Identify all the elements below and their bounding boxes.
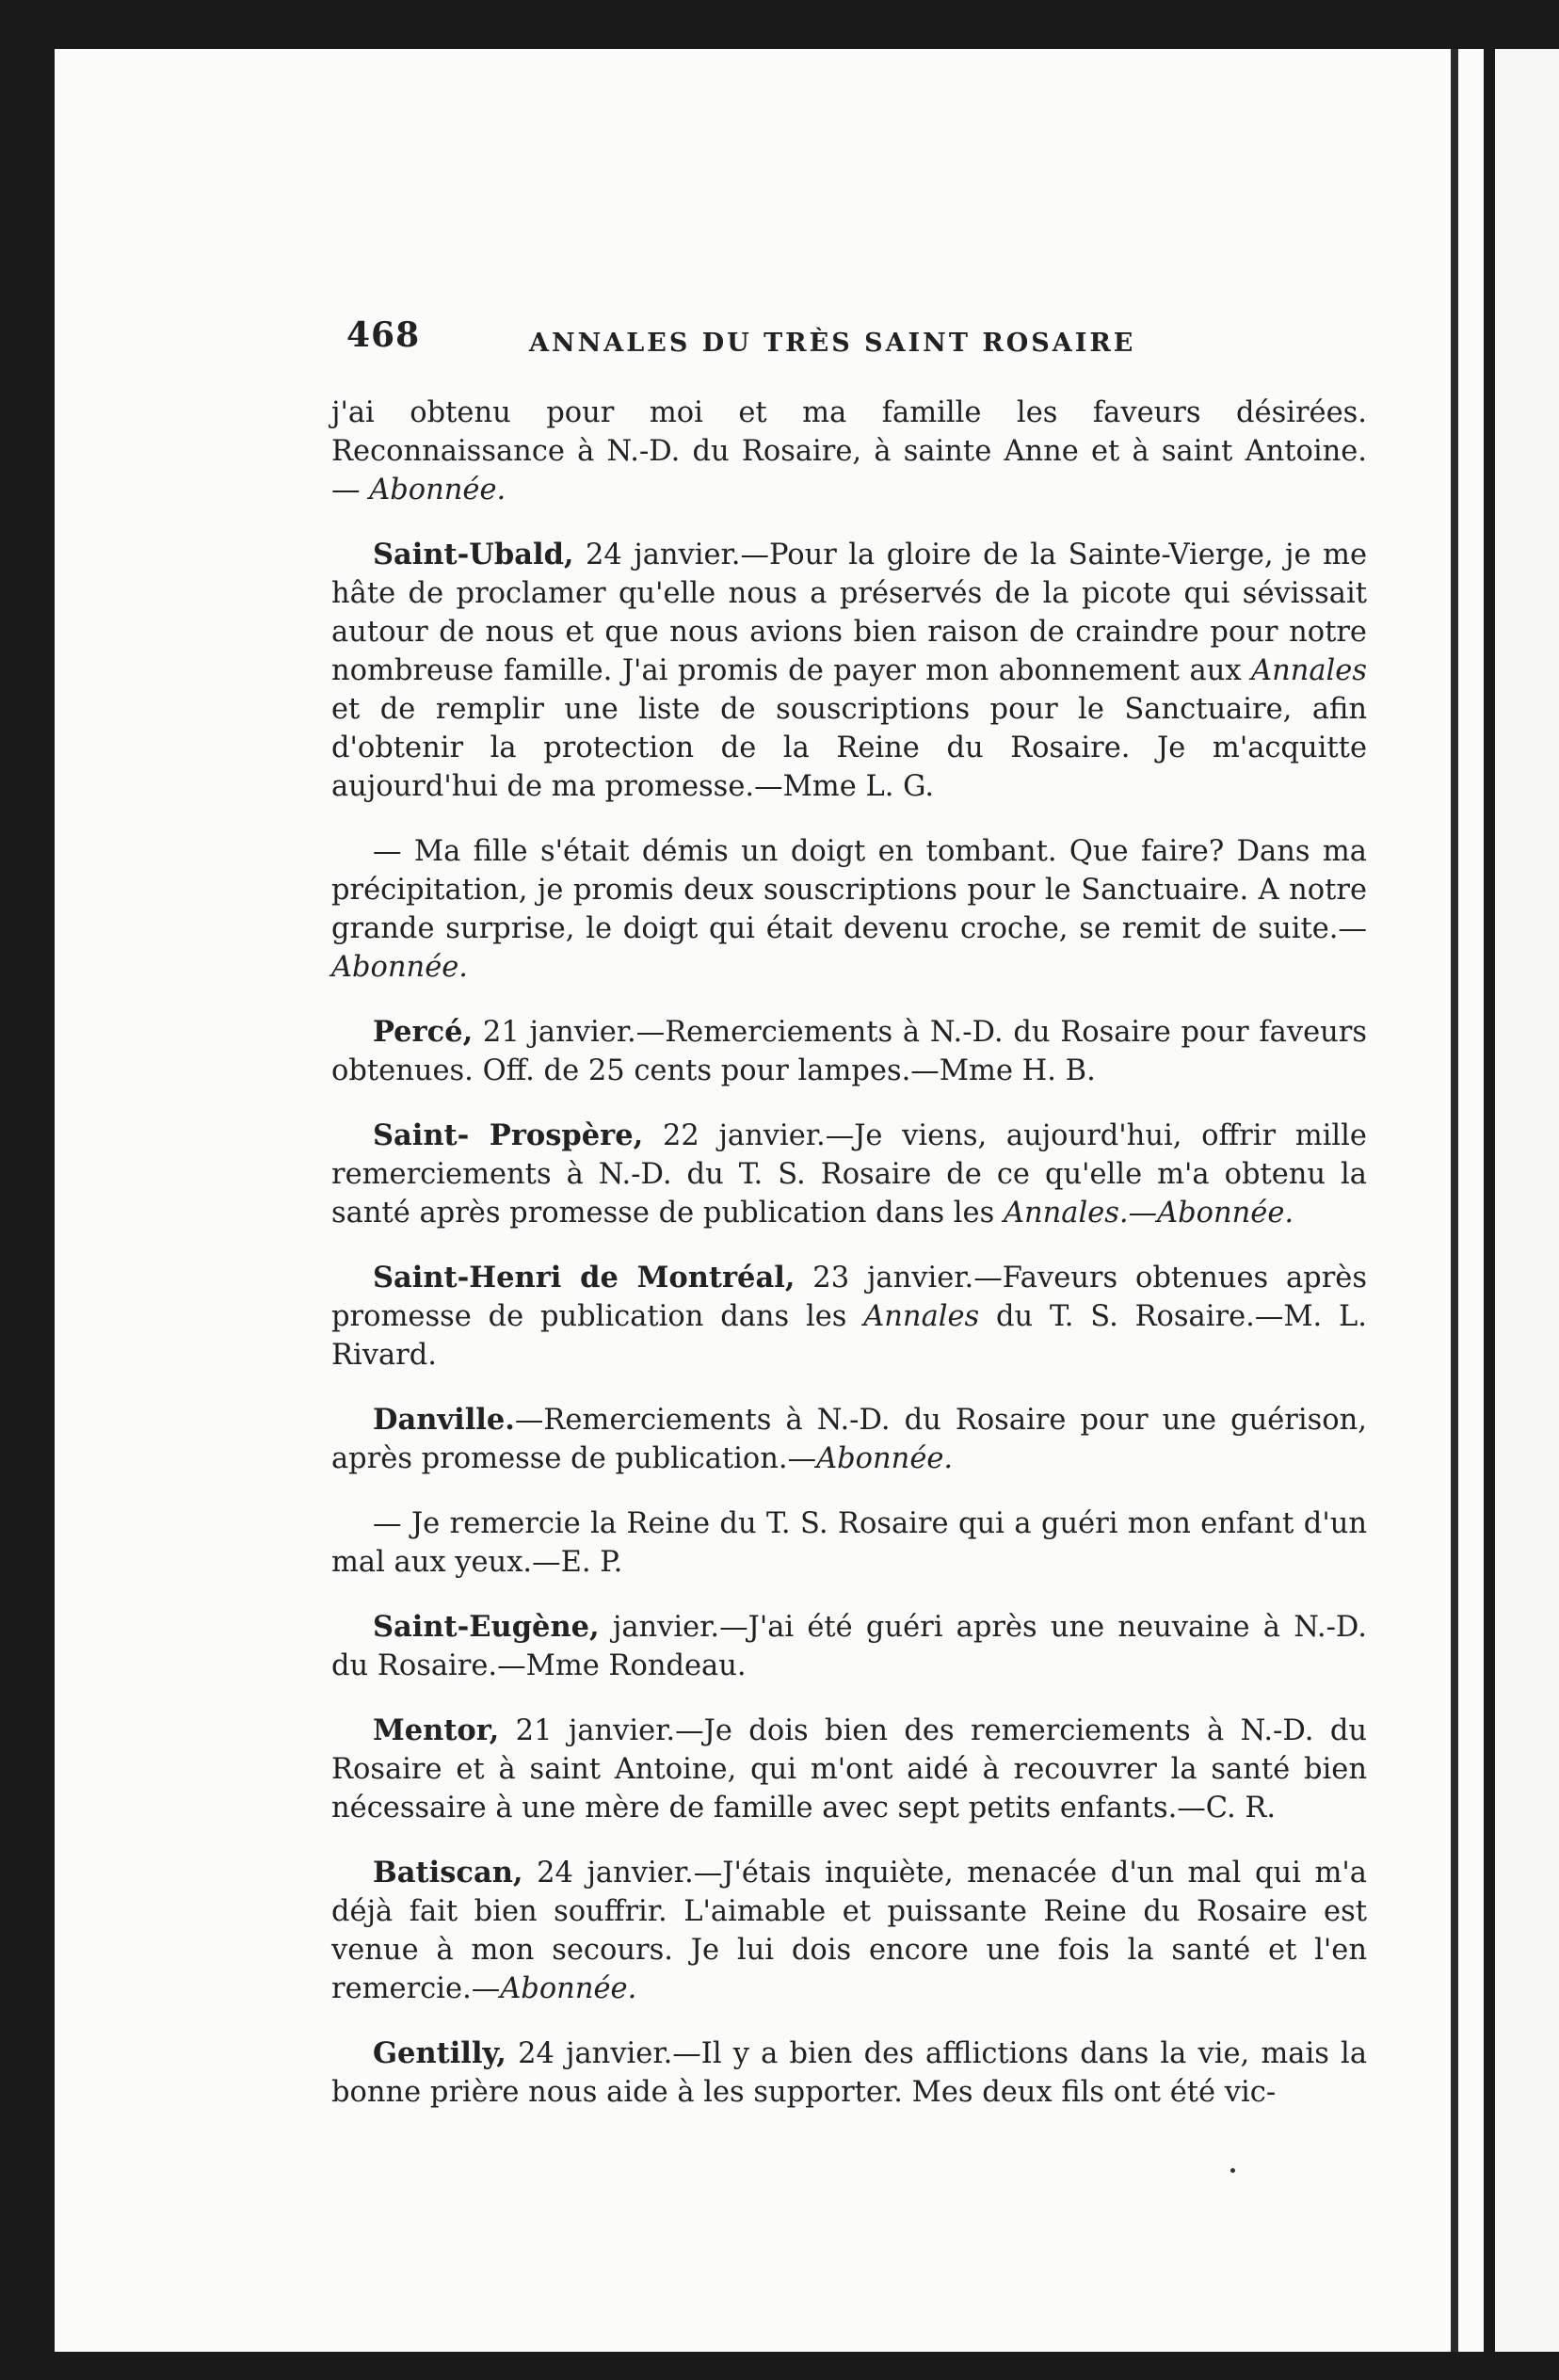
paragraph-text: 24 janvier.—Il y a bien des afflictions dans la vie, mais la bonne prière nous aide à les supporter. Mes deux fils ont été vic- bbox=[331, 2037, 1367, 2109]
place-name: Batiscan, bbox=[373, 1856, 523, 1890]
running-header bbox=[331, 311, 1367, 377]
body-paragraphs bbox=[331, 394, 1367, 2112]
paragraph bbox=[331, 1259, 1367, 1375]
paragraph-text: 23 janvier.—Faveurs obtenues après promesse de publication dans les bbox=[331, 1262, 1367, 1333]
paragraph bbox=[331, 1013, 1367, 1090]
paragraph bbox=[331, 536, 1367, 806]
paragraph bbox=[331, 1608, 1367, 1685]
paragraph-text: 24 janvier.—Pour la gloire de la Sainte-Vierge, je me hâte de proclamer qu'elle nous a préservés de la picote qui sévissait autour de nous et que nous avions bien raison de craindre pour notre nombreuse famille. J'ai promis de payer mon abonnement aux bbox=[331, 539, 1367, 687]
paragraph bbox=[331, 2034, 1367, 2112]
paragraph-text: —Remerciements à N.-D. du Rosaire pour une guérison, après promesse de publication.— bbox=[331, 1404, 1367, 1475]
place-name: Danville. bbox=[373, 1403, 515, 1437]
paragraph-text: du T. S. Rosaire.—M. L. Rivard. bbox=[331, 1300, 1367, 1372]
italic-text: Abonnée. bbox=[369, 474, 506, 507]
paragraph-text: 22 janvier.—Je viens, aujourd'hui, offrir mille remerciements à N.-D. du T. S. Rosaire de ce qu'elle m'a obtenu la santé après promesse de publication dans les bbox=[331, 1119, 1367, 1230]
place-name: Saint-Henri de Montréal, bbox=[373, 1261, 796, 1295]
paragraph-text: et de remplir une liste de souscriptions pour le Sanctuaire, afin d'obtenir la protection de la Reine du Rosaire. Je m'acquitte aujourd'hui de ma promesse.—Mme L. G. bbox=[331, 693, 1367, 803]
paragraph-text: — Ma fille s'était démis un doigt en tombant. Que faire? Dans ma précipitation, je promis deux souscriptions pour le Sanctuaire. A notre grande surprise, le doigt qui était devenu croche, se remit de suite.— bbox=[331, 835, 1367, 945]
italic-text: Abonnée. bbox=[500, 1972, 637, 2005]
place-name: Percé, bbox=[373, 1015, 474, 1049]
page-text-block bbox=[331, 311, 1367, 2138]
paragraph bbox=[331, 1117, 1367, 1232]
page-number: 468 bbox=[346, 315, 421, 355]
paragraph bbox=[331, 1854, 1367, 2008]
paragraph-text: janvier.—J'ai été guéri après une neuvaine à N.-D. du Rosaire.—Mme Rondeau. bbox=[331, 1611, 1367, 1682]
paragraph-text: j'ai obtenu pour moi et ma famille les faveurs désirées. Reconnaissance à N.-D. du Rosaire, à sainte Anne et à saint Antoine. — bbox=[331, 396, 1367, 507]
italic-text: Abonnée. bbox=[331, 951, 468, 984]
paragraph bbox=[331, 832, 1367, 987]
place-name: Saint-Eugène, bbox=[373, 1610, 600, 1644]
place-name: Gentilly, bbox=[373, 2036, 506, 2070]
italic-text: Annales bbox=[1251, 654, 1367, 687]
page-gutter-divider bbox=[1451, 49, 1458, 2352]
adjacent-page-edge bbox=[1495, 49, 1559, 2352]
place-name: Saint-Ubald, bbox=[373, 538, 574, 571]
paragraph-text: 24 janvier.—J'étais inquiète, menacée d'un mal qui m'a déjà fait bien souffrir. L'aimable et puissante Reine du Rosaire est venue à mon secours. Je lui dois encore une fois la santé et l'en remercie.— bbox=[331, 1857, 1367, 2005]
italic-text: Annales.—Abonnée. bbox=[1003, 1197, 1294, 1230]
place-name: Saint- Prospère, bbox=[373, 1118, 644, 1152]
paragraph bbox=[331, 1712, 1367, 1827]
italic-text: Annales bbox=[863, 1300, 980, 1333]
paragraph-text: 21 janvier.—Je dois bien des remerciements à N.-D. du Rosaire et à saint Antoine, qui m'ont aidé à recouvrer la santé bien nécessaire à une mère de famille avec sept petits enfants.—C. R. bbox=[331, 1714, 1367, 1825]
paragraph-text: — Je remercie la Reine du T. S. Rosaire qui a guéri mon enfant d'un mal aux yeux.—E. P. bbox=[331, 1507, 1367, 1579]
paragraph bbox=[331, 1401, 1367, 1478]
running-head-title: ANNALES DU TRÈS SAINT ROSAIRE bbox=[529, 329, 1136, 358]
paragraph bbox=[331, 1504, 1367, 1582]
paragraph-text: 21 janvier.—Remerciements à N.-D. du Rosaire pour faveurs obtenues. Off. de 25 cents pour lampes.—Mme H. B. bbox=[331, 1016, 1367, 1087]
place-name: Mentor, bbox=[373, 1713, 500, 1747]
paragraph bbox=[331, 394, 1367, 509]
scan-speck bbox=[1230, 2168, 1235, 2173]
italic-text: Abonnée. bbox=[816, 1442, 954, 1475]
